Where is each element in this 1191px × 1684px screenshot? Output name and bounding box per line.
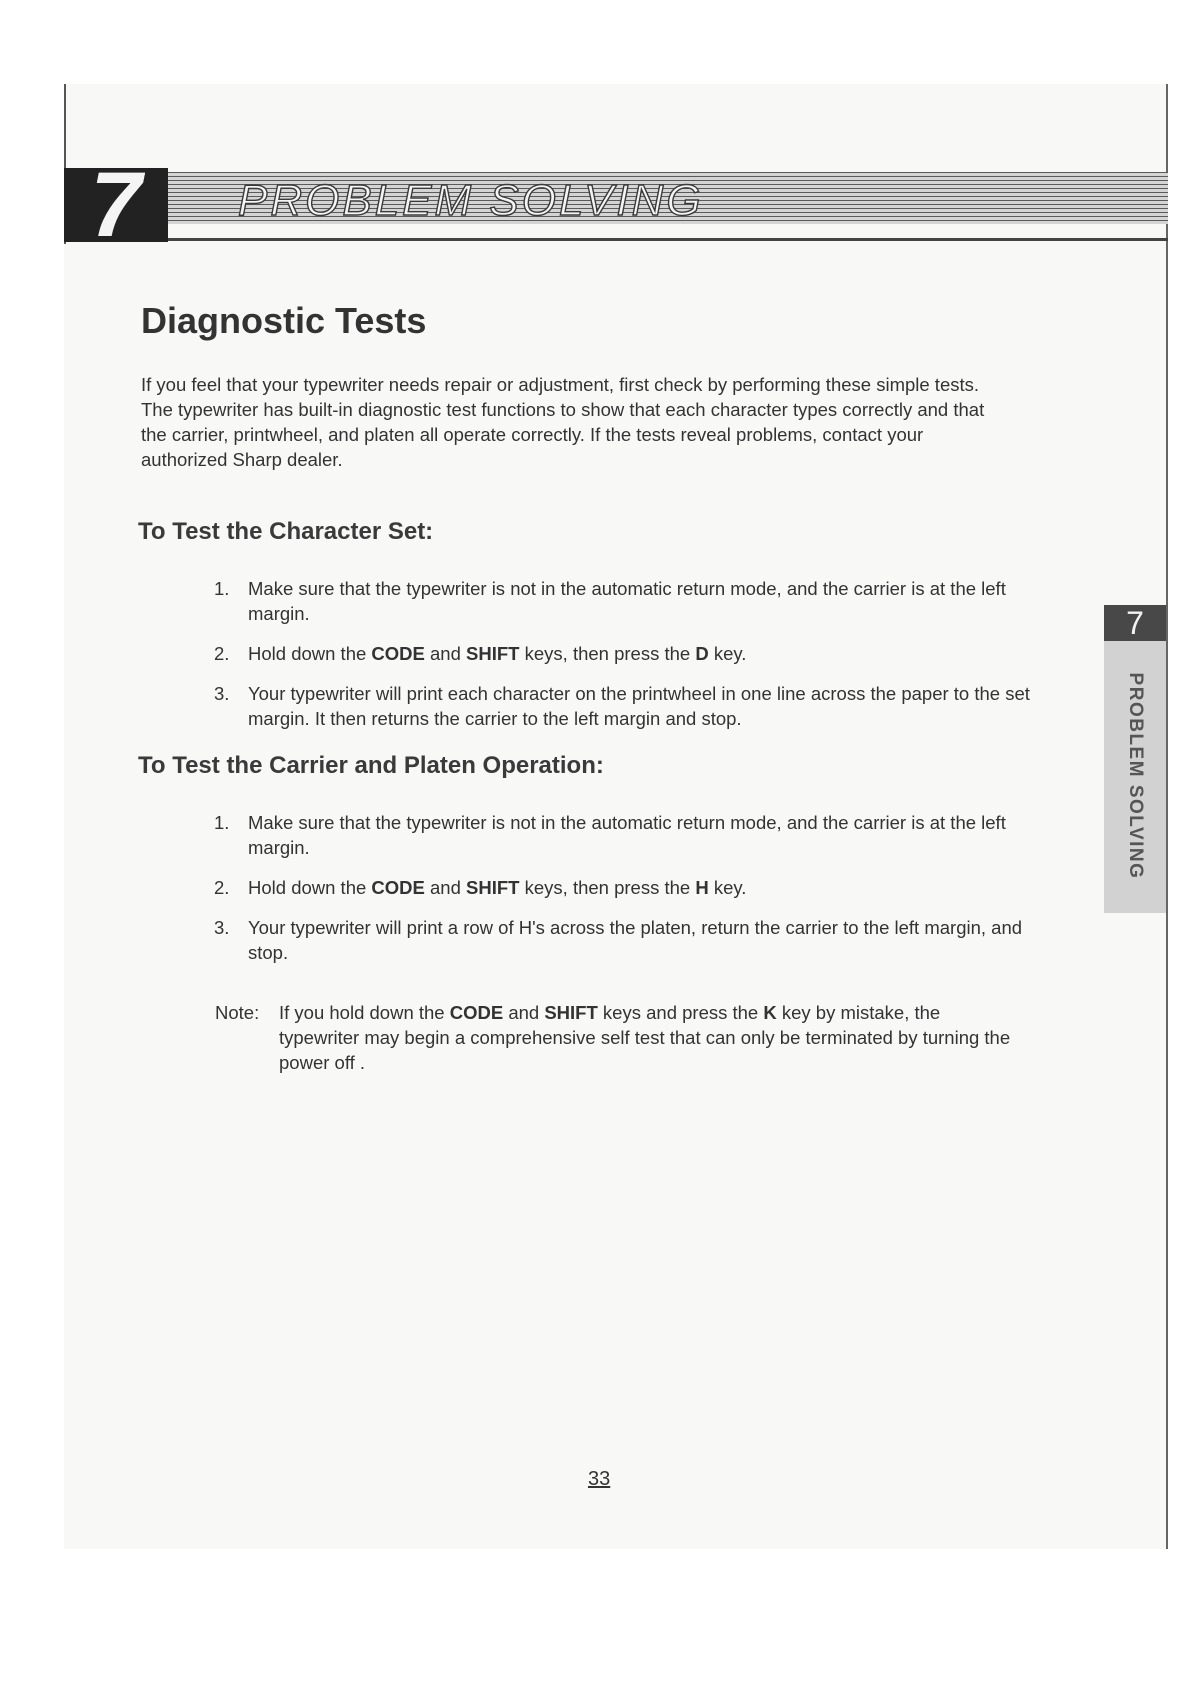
- side-tab-number: 7: [1104, 605, 1166, 641]
- key-code: CODE: [371, 877, 425, 898]
- step-number: 3.: [214, 683, 230, 704]
- step-text: Make sure that the typewriter is not in the automatic return mode, and the carrier is at the left margin.: [248, 812, 1006, 858]
- key-d: D: [695, 643, 709, 664]
- list-item: [214, 681, 1030, 731]
- step-text: Make sure that the typewriter is not in the automatic return mode, and the carrier is at the left margin.: [248, 578, 1006, 624]
- list-item: [214, 875, 1030, 900]
- step-text: Your typewriter will print each character on the printwheel in one line across the paper to the set margin. It then returns the carrier to the left margin and stop.: [248, 683, 1030, 729]
- key-shift: SHIFT: [466, 643, 520, 664]
- step-number: 2.: [214, 643, 230, 664]
- key-code: CODE: [371, 643, 425, 664]
- section-heading-carrier-platen: To Test the Carrier and Platen Operation:: [138, 752, 604, 779]
- note-label: Note:: [215, 1002, 260, 1023]
- list-item: [214, 576, 1030, 626]
- step-text: Hold down the CODE and SHIFT keys, then press the H key.: [248, 877, 747, 898]
- step-number: 2.: [214, 877, 230, 898]
- list-item: [214, 641, 1030, 666]
- key-shift: SHIFT: [466, 877, 520, 898]
- key-code: CODE: [449, 1002, 504, 1023]
- step-number: 3.: [214, 917, 230, 938]
- chapter-header-rule: [64, 238, 1168, 241]
- step-text: Your typewriter will print a row of H's across the platen, return the carrier to the left margin, and stop.: [248, 917, 1023, 963]
- side-tab-label: PROBLEM SOLVING: [1125, 672, 1146, 880]
- note-block: [215, 1000, 1015, 1075]
- page-right-edge: [1166, 84, 1168, 1549]
- key-h: H: [695, 877, 709, 898]
- chapter-title: PROBLEM SOLVING: [238, 176, 704, 225]
- section-heading-character-set: To Test the Character Set:: [138, 518, 434, 545]
- step-number: 1.: [214, 812, 230, 833]
- key-k: K: [763, 1002, 777, 1023]
- step-text: Hold down the CODE and SHIFT keys, then press the D key.: [248, 643, 747, 664]
- note-text: If you hold down the CODE and SHIFT keys and press the K key by mistake, the typewriter may begin a comprehensive self test that can only be terminated by turning the power off .: [279, 1002, 1011, 1073]
- step-number: 1.: [214, 578, 230, 599]
- list-item: [214, 810, 1030, 860]
- intro-paragraph: If you feel that your typewriter needs repair or adjustment, first check by performing these simple tests. The typewriter has built-in diagnostic test functions to show that each character types correctly and that the carrier, printwheel, and platen all operate correctly. If the tests reveal problems, contact your authorized Sharp dealer.: [141, 374, 985, 470]
- page-number: 33: [588, 1468, 611, 1490]
- chapter-number: 7: [64, 168, 168, 242]
- list-item: [214, 915, 1030, 965]
- page-title: Diagnostic Tests: [141, 300, 427, 341]
- key-shift: SHIFT: [544, 1002, 598, 1023]
